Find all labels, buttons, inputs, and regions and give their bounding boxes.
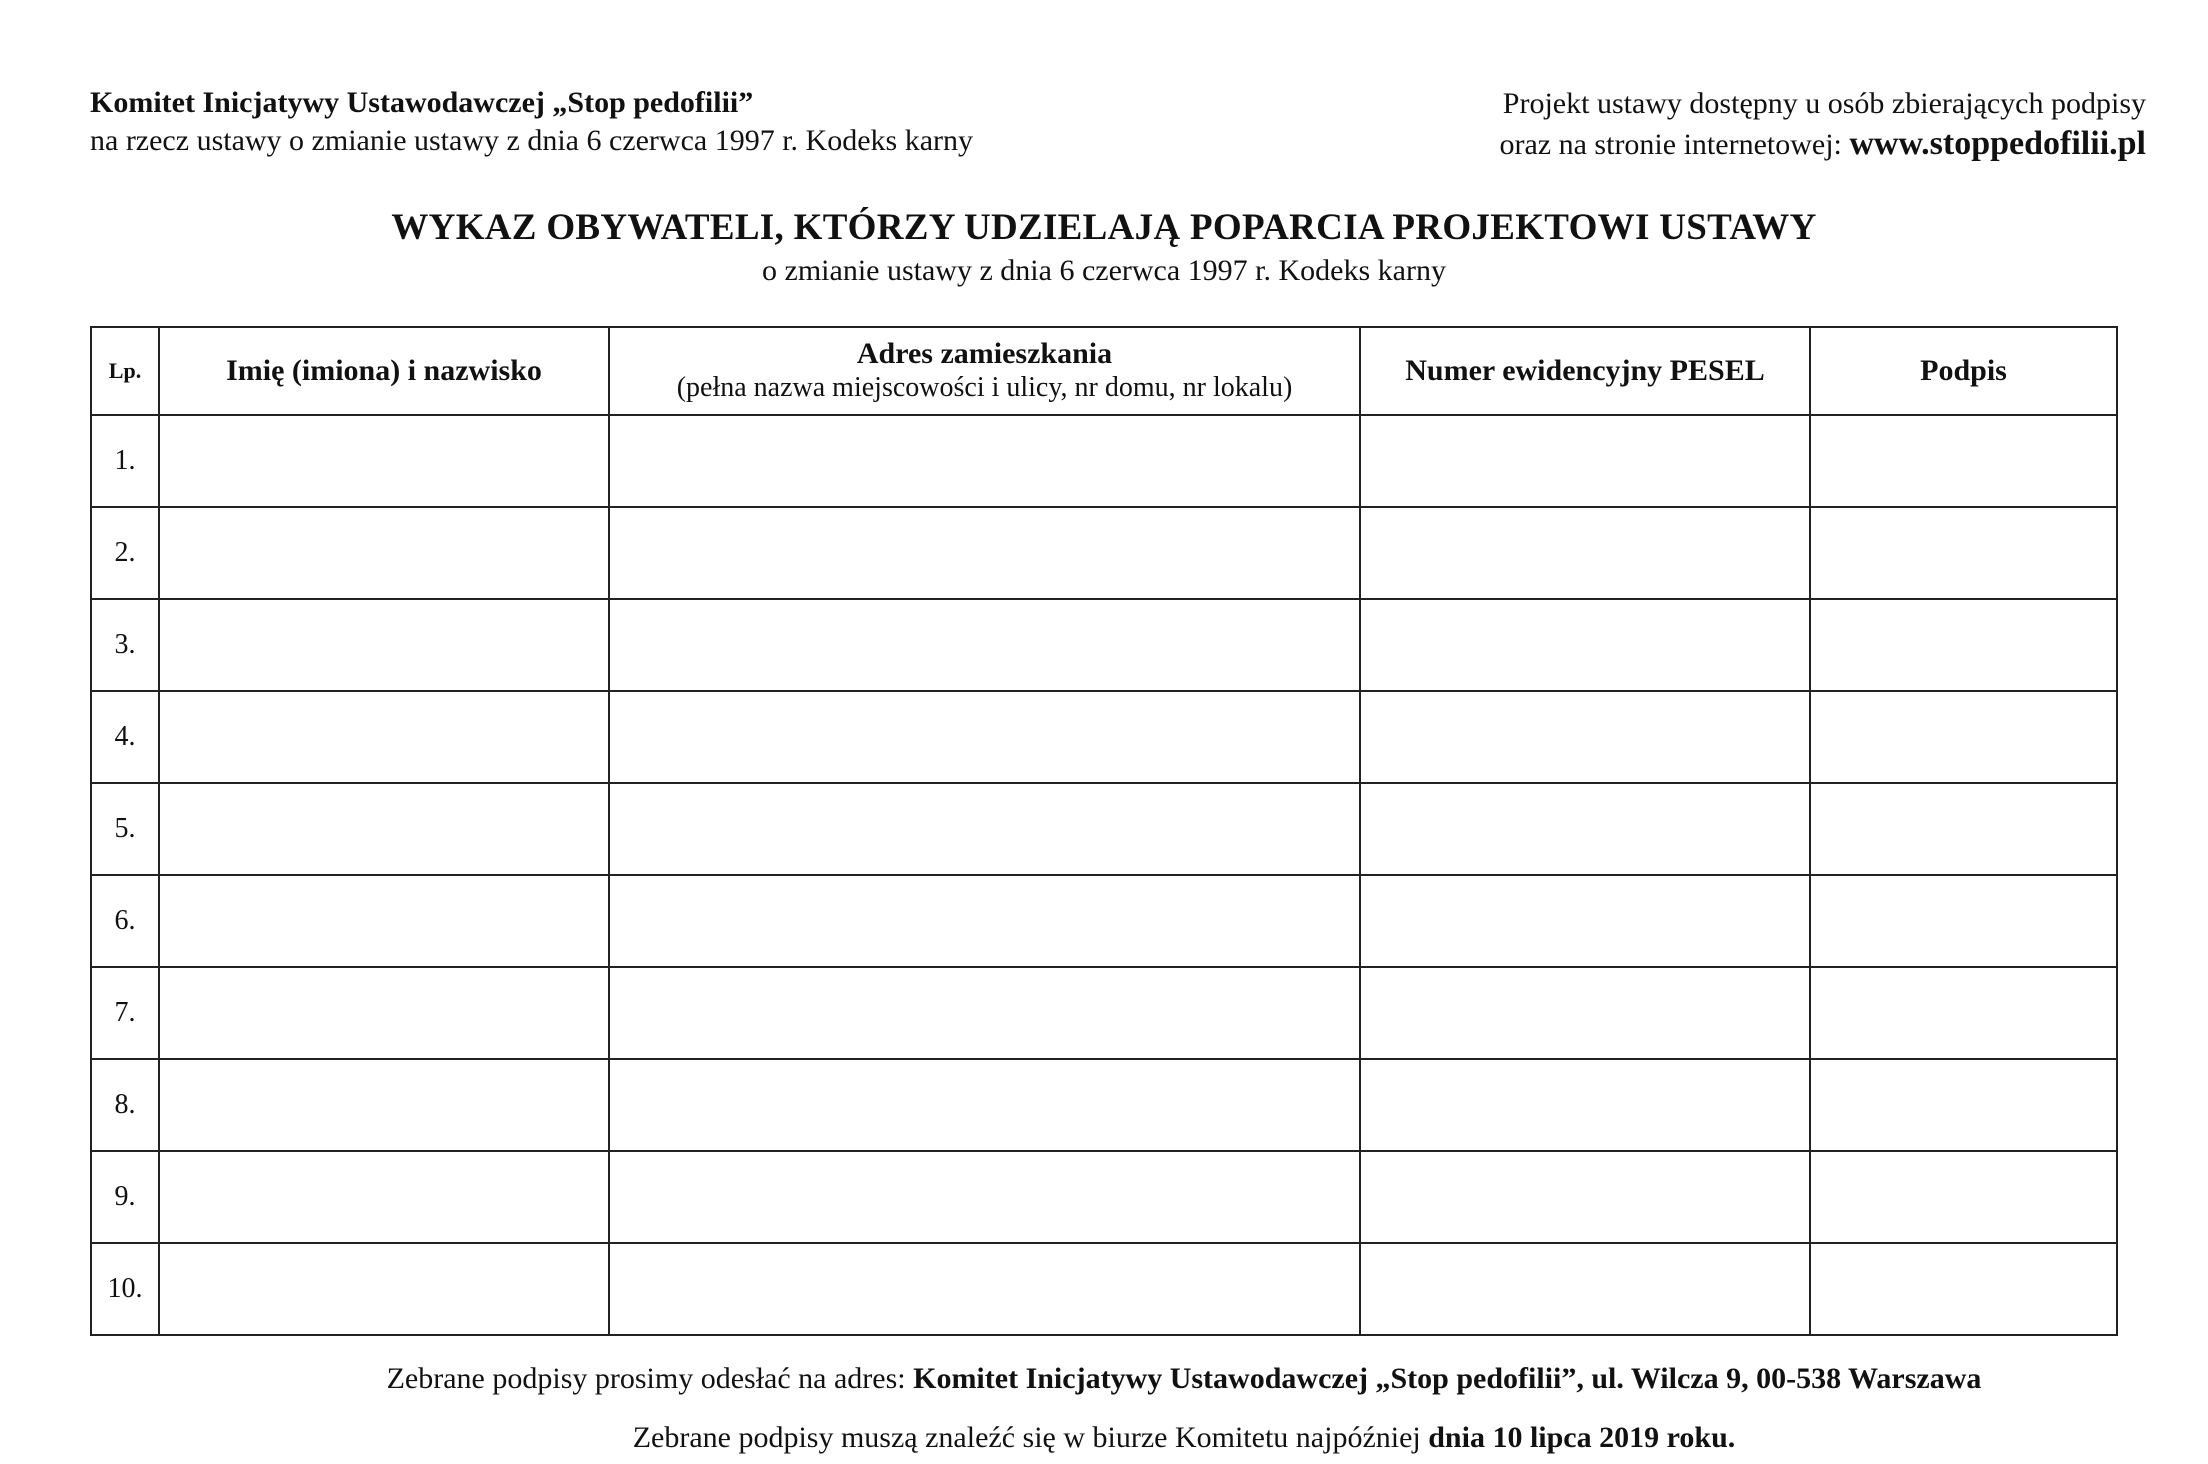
name-cell[interactable] — [159, 1151, 609, 1243]
row-number: 6. — [91, 875, 159, 967]
name-cell[interactable] — [159, 691, 609, 783]
table-row — [91, 1151, 2117, 1243]
table-row — [91, 691, 2117, 783]
pesel-cell[interactable] — [1360, 415, 1810, 507]
column-header-name: Imię (imiona) i nazwisko — [159, 327, 609, 415]
name-cell[interactable] — [159, 783, 609, 875]
committee-header — [90, 84, 973, 160]
pesel-cell[interactable] — [1360, 875, 1810, 967]
pesel-cell[interactable] — [1360, 967, 1810, 1059]
column-header-signature: Podpis — [1810, 327, 2117, 415]
website-url: www.stoppedofilii.pl — [1849, 125, 2146, 162]
address-cell[interactable] — [609, 599, 1360, 691]
table-row — [91, 967, 2117, 1059]
website-label: oraz na stronie internetowej: — [1499, 128, 1850, 161]
table-row — [91, 507, 2117, 599]
footer-mailing-prefix: Zebrane podpisy prosimy odesłać na adres: — [386, 1362, 914, 1395]
name-cell[interactable] — [159, 875, 609, 967]
name-cell[interactable] — [159, 1059, 609, 1151]
footer-deadline-prefix: Zebrane podpisy muszą znaleźć się w biurze Komitetu najpóźniej — [632, 1421, 1429, 1454]
table-row — [91, 1059, 2117, 1151]
name-cell[interactable] — [159, 967, 609, 1059]
column-header-address-title: Adres zamieszkania — [856, 337, 1113, 370]
table-row — [91, 415, 2117, 507]
project-availability: Projekt ustawy dostępny u osób zbierających podpisy — [1502, 87, 2146, 120]
footer-mailing-address — [80, 1362, 2208, 1396]
address-cell[interactable] — [609, 783, 1360, 875]
pesel-cell[interactable] — [1360, 783, 1810, 875]
signature-cell[interactable] — [1810, 1059, 2117, 1151]
pesel-cell[interactable] — [1360, 1243, 1810, 1335]
row-number: 10. — [91, 1243, 159, 1335]
signature-cell[interactable] — [1810, 1243, 2117, 1335]
form-title-sub: o zmianie ustawy z dnia 6 czerwca 1997 r. Kodeks karny — [762, 254, 1446, 287]
signature-cell[interactable] — [1810, 875, 2117, 967]
address-cell[interactable] — [609, 875, 1360, 967]
signature-cell[interactable] — [1810, 1151, 2117, 1243]
column-header-address — [609, 327, 1360, 415]
row-number: 4. — [91, 691, 159, 783]
signature-cell[interactable] — [1810, 783, 2117, 875]
row-number: 9. — [91, 1151, 159, 1243]
table-row — [91, 599, 2117, 691]
row-number: 3. — [91, 599, 159, 691]
address-cell[interactable] — [609, 507, 1360, 599]
table-row — [91, 875, 2117, 967]
signature-cell[interactable] — [1810, 507, 2117, 599]
form-title — [0, 204, 2208, 290]
name-cell[interactable] — [159, 507, 609, 599]
committee-name: Komitet Inicjatywy Ustawodawczej „Stop pedofilii” — [90, 86, 754, 119]
address-cell[interactable] — [609, 415, 1360, 507]
address-cell[interactable] — [609, 1059, 1360, 1151]
column-header-lp: Lp. — [91, 327, 159, 415]
signature-cell[interactable] — [1810, 415, 2117, 507]
signature-cell[interactable] — [1810, 967, 2117, 1059]
row-number: 7. — [91, 967, 159, 1059]
table-row — [91, 783, 2117, 875]
column-header-pesel: Numer ewidencyjny PESEL — [1360, 327, 1810, 415]
name-cell[interactable] — [159, 415, 609, 507]
table-row — [91, 1243, 2117, 1335]
name-cell[interactable] — [159, 1243, 609, 1335]
project-info — [1500, 84, 2147, 165]
pesel-cell[interactable] — [1360, 507, 1810, 599]
row-number: 2. — [91, 507, 159, 599]
column-header-address-note: (pełna nazwa miejscowości i ulicy, nr domu, nr lokalu) — [676, 372, 1293, 403]
project-website-line — [1500, 124, 2147, 165]
signature-cell[interactable] — [1810, 691, 2117, 783]
pesel-cell[interactable] — [1360, 599, 1810, 691]
row-number: 5. — [91, 783, 159, 875]
signature-table — [90, 326, 2118, 1336]
footer-deadline — [80, 1421, 2208, 1455]
committee-purpose: na rzecz ustawy o zmianie ustawy z dnia 6 czerwca 1997 r. Kodeks karny — [90, 124, 973, 157]
pesel-cell[interactable] — [1360, 691, 1810, 783]
row-number: 1. — [91, 415, 159, 507]
signature-cell[interactable] — [1810, 599, 2117, 691]
form-title-main: WYKAZ OBYWATELI, KTÓRZY UDZIELAJĄ POPARCIA PROJEKTOWI USTAWY — [391, 207, 1817, 248]
footer-mailing-address-bold: Komitet Inicjatywy Ustawodawczej „Stop pedofilii”, ul. Wilcza 9, 00-538 Warszawa — [913, 1362, 1982, 1395]
address-cell[interactable] — [609, 1243, 1360, 1335]
address-cell[interactable] — [609, 967, 1360, 1059]
row-number: 8. — [91, 1059, 159, 1151]
name-cell[interactable] — [159, 599, 609, 691]
table-header-row — [91, 327, 2117, 415]
footer-deadline-date: dnia 10 lipca 2019 roku. — [1428, 1421, 1736, 1454]
pesel-cell[interactable] — [1360, 1151, 1810, 1243]
address-cell[interactable] — [609, 691, 1360, 783]
pesel-cell[interactable] — [1360, 1059, 1810, 1151]
address-cell[interactable] — [609, 1151, 1360, 1243]
